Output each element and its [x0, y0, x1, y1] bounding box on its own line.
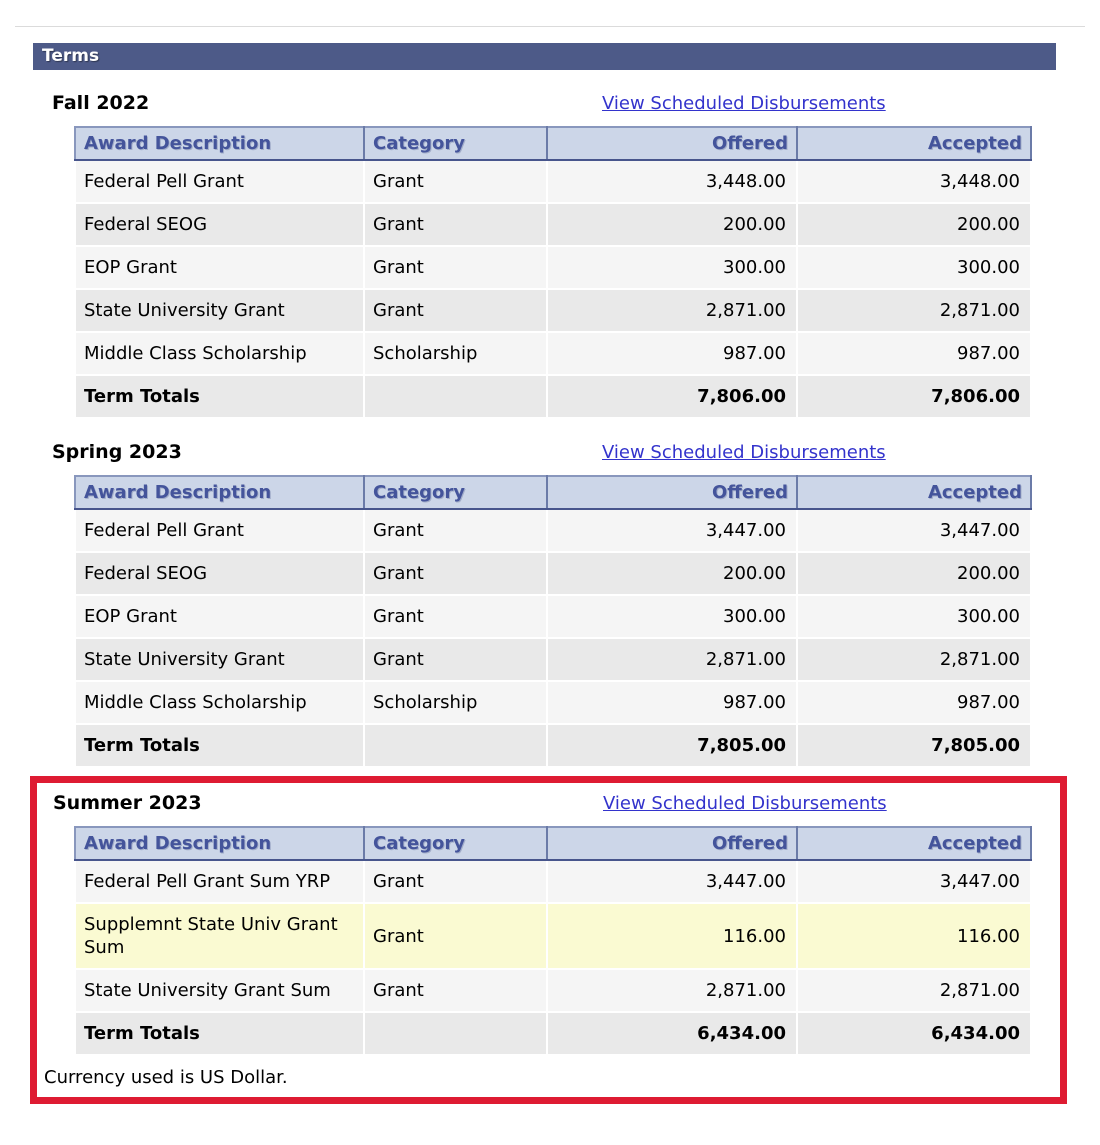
cell-award-description: Middle Class Scholarship: [75, 332, 364, 375]
cell-accepted: 200.00: [797, 552, 1031, 595]
cell-accepted: 3,448.00: [797, 160, 1031, 203]
cell-total-offered: 7,805.00: [547, 724, 797, 767]
cell-award-description: Federal Pell Grant: [75, 509, 364, 552]
table-row: [75, 638, 1031, 681]
cell-category: Grant: [364, 860, 547, 903]
cell-category: Grant: [364, 203, 547, 246]
highlighted-table-row: [75, 903, 1031, 969]
cell-accepted: 200.00: [797, 203, 1031, 246]
cell-accepted: 987.00: [797, 681, 1031, 724]
cell-total-accepted: 6,434.00: [797, 1012, 1031, 1055]
term-section-summer-2023: [37, 792, 1060, 1056]
table-header-row: [75, 127, 1031, 160]
cell-award-description: Federal SEOG: [75, 552, 364, 595]
cell-term-totals-label: Term Totals: [75, 375, 364, 418]
term-totals-row: [75, 1012, 1031, 1055]
cell-offered: 300.00: [547, 246, 797, 289]
table-row: [75, 246, 1031, 289]
column-header-award-description: Award Description: [75, 127, 364, 160]
cell-offered: 200.00: [547, 203, 797, 246]
cell-empty: [364, 1012, 547, 1055]
cell-accepted: 300.00: [797, 246, 1031, 289]
table-row: [75, 552, 1031, 595]
cell-empty: [364, 724, 547, 767]
cell-category: Grant: [364, 969, 547, 1012]
cell-offered: 3,448.00: [547, 160, 797, 203]
term-section-head: [0, 441, 1100, 465]
column-header-offered: Offered: [547, 827, 797, 860]
view-scheduled-disbursements-link-spring-2023[interactable]: View Scheduled Disbursements: [602, 442, 886, 463]
cell-accepted: 300.00: [797, 595, 1031, 638]
cell-category: Grant: [364, 289, 547, 332]
cell-award-description: State University Grant Sum: [75, 969, 364, 1012]
cell-accepted: 2,871.00: [797, 289, 1031, 332]
cell-accepted: 987.00: [797, 332, 1031, 375]
term-section-head: [37, 792, 1060, 816]
term-section-spring-2023: [0, 441, 1100, 768]
terms-section-header: [33, 43, 1056, 70]
terms-section-title: Terms: [42, 46, 100, 66]
cell-offered: 3,447.00: [547, 509, 797, 552]
cell-category: Grant: [364, 160, 547, 203]
cell-total-offered: 7,806.00: [547, 375, 797, 418]
cell-term-totals-label: Term Totals: [75, 1012, 364, 1055]
column-header-accepted: Accepted: [797, 476, 1031, 509]
cell-total-accepted: 7,805.00: [797, 724, 1031, 767]
column-header-award-description: Award Description: [75, 827, 364, 860]
cell-offered: 2,871.00: [547, 289, 797, 332]
cell-term-totals-label: Term Totals: [75, 724, 364, 767]
column-header-award-description: Award Description: [75, 476, 364, 509]
cell-award-description: Supplemnt State Univ Grant Sum: [75, 903, 364, 969]
table-row: [75, 160, 1031, 203]
cell-award-description: EOP Grant: [75, 246, 364, 289]
cell-category: Scholarship: [364, 332, 547, 375]
cell-category: Grant: [364, 595, 547, 638]
column-header-category: Category: [364, 127, 547, 160]
cell-award-description: Middle Class Scholarship: [75, 681, 364, 724]
term-section-head: [0, 92, 1100, 116]
cell-award-description: EOP Grant: [75, 595, 364, 638]
view-scheduled-disbursements-link-summer-2023[interactable]: View Scheduled Disbursements: [603, 793, 887, 814]
table-row: [75, 969, 1031, 1012]
cell-award-description: Federal SEOG: [75, 203, 364, 246]
column-header-offered: Offered: [547, 127, 797, 160]
cell-award-description: State University Grant: [75, 289, 364, 332]
cell-category: Scholarship: [364, 681, 547, 724]
cell-offered: 300.00: [547, 595, 797, 638]
currency-note: Currency used is US Dollar.: [44, 1067, 288, 1088]
cell-offered: 2,871.00: [547, 969, 797, 1012]
red-annotation-box: [30, 776, 1067, 1104]
cell-accepted: 3,447.00: [797, 509, 1031, 552]
table-row: [75, 595, 1031, 638]
table-row: [75, 332, 1031, 375]
cell-category: Grant: [364, 903, 547, 969]
term-heading-fall-2022: Fall 2022: [52, 92, 150, 114]
table-row: [75, 289, 1031, 332]
cell-accepted: 3,447.00: [797, 860, 1031, 903]
cell-offered: 987.00: [547, 681, 797, 724]
table-row: [75, 203, 1031, 246]
term-heading-spring-2023: Spring 2023: [52, 441, 182, 463]
cell-total-accepted: 7,806.00: [797, 375, 1031, 418]
cell-award-description: Federal Pell Grant: [75, 160, 364, 203]
column-header-category: Category: [364, 476, 547, 509]
term-totals-row: [75, 375, 1031, 418]
cell-offered: 987.00: [547, 332, 797, 375]
column-header-offered: Offered: [547, 476, 797, 509]
cell-accepted: 116.00: [797, 903, 1031, 969]
term-heading-summer-2023: Summer 2023: [53, 792, 202, 814]
table-row: [75, 509, 1031, 552]
cell-accepted: 2,871.00: [797, 638, 1031, 681]
table-row: [75, 860, 1031, 903]
cell-category: Grant: [364, 638, 547, 681]
cell-offered: 200.00: [547, 552, 797, 595]
cell-offered: 116.00: [547, 903, 797, 969]
column-header-accepted: Accepted: [797, 827, 1031, 860]
cell-award-description: State University Grant: [75, 638, 364, 681]
awards-table-fall-2022: [74, 126, 1032, 419]
term-totals-row: [75, 724, 1031, 767]
cell-offered: 3,447.00: [547, 860, 797, 903]
term-section-fall-2022: [0, 92, 1100, 419]
cell-total-offered: 6,434.00: [547, 1012, 797, 1055]
awards-table-spring-2023: [74, 475, 1032, 768]
cell-category: Grant: [364, 552, 547, 595]
cell-empty: [364, 375, 547, 418]
column-header-accepted: Accepted: [797, 127, 1031, 160]
page-top-divider: [15, 26, 1085, 27]
cell-category: Grant: [364, 246, 547, 289]
view-scheduled-disbursements-link-fall-2022[interactable]: View Scheduled Disbursements: [602, 93, 886, 114]
table-header-row: [75, 827, 1031, 860]
column-header-category: Category: [364, 827, 547, 860]
table-header-row: [75, 476, 1031, 509]
cell-accepted: 2,871.00: [797, 969, 1031, 1012]
cell-award-description: Federal Pell Grant Sum YRP: [75, 860, 364, 903]
cell-offered: 2,871.00: [547, 638, 797, 681]
cell-category: Grant: [364, 509, 547, 552]
table-row: [75, 681, 1031, 724]
awards-table-summer-2023: [74, 826, 1032, 1056]
